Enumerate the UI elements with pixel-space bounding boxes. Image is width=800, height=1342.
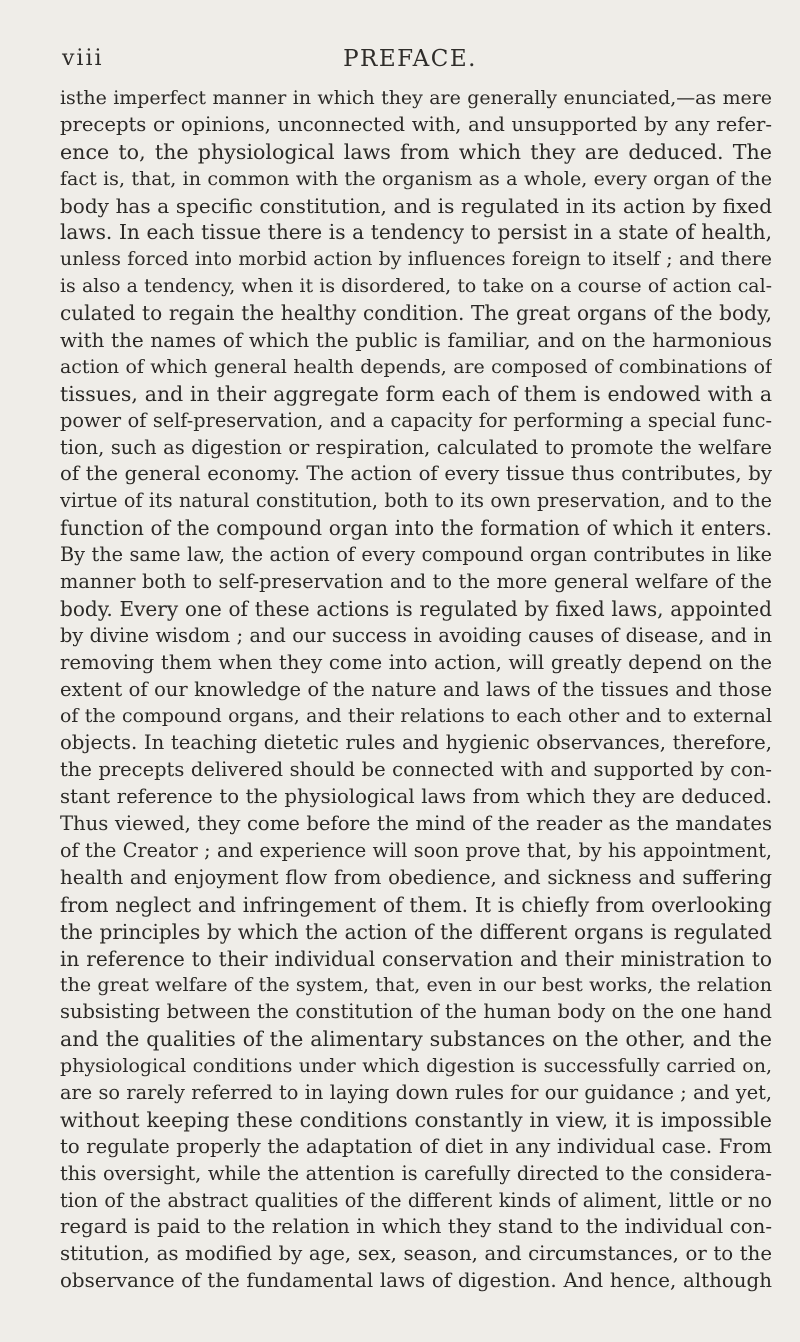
text-line: this oversight, while the attention is carefully directed to the considera-	[60, 1161, 772, 1185]
text-line: with the names of which the public is familiar, and on the harmonious	[60, 328, 772, 353]
text-line: stitution, as modified by age, sex, season, and circumstances, or to the	[60, 1242, 772, 1266]
text-line: tissues, and in their aggregate form each of them is endowed with a	[60, 381, 772, 406]
text-line: function of the compound organ into the formation of which it enters.	[60, 516, 772, 541]
text-line: are so rarely referred to in laying down rules for our guidance ; and yet,	[60, 1080, 772, 1104]
page-header	[60, 40, 760, 76]
text-line: of the compound organs, and their relations to each other and to external	[60, 705, 772, 728]
text-line: power of self-preservation, and a capacity for performing a special func-	[60, 408, 772, 432]
text-line: culated to regain the healthy condition. The great organs of the body,	[60, 301, 772, 326]
text-line: of the Creator ; and experience will soon prove that, by his appointment,	[60, 838, 772, 862]
text-line: stant reference to the physiological laws from which they are deduced.	[60, 785, 772, 809]
text-line: to regulate properly the adaptation of diet in any individual case. From	[60, 1134, 772, 1158]
text-line: Thus viewed, they come before the mind of the reader as the mandates	[60, 812, 772, 836]
text-line: subsisting between the constitution of the human body on the one hand	[60, 1000, 772, 1024]
text-line: fact is, that, in common with the organism as a whole, every organ of the	[60, 167, 772, 190]
text-line: of the general economy. The action of every tissue thus contributes, by	[60, 462, 772, 486]
text-line: and the qualities of the alimentary substances on the other, and the	[60, 1027, 772, 1052]
text-line: health and enjoyment flow from obedience, and sickness and suffering	[60, 865, 772, 889]
text-line: body has a specific constitution, and is regulated in its action by fixed	[60, 193, 772, 218]
text-line: body. Every one of these actions is regulated by fixed laws, appointed	[60, 596, 772, 621]
text-line: unless forced into morbid action by influences foreign to itself ; and there	[60, 248, 772, 271]
text-line: action of which general health depends, are composed of combinations of	[60, 355, 772, 378]
text-line: regard is paid to the relation in which they stand to the individual con-	[60, 1215, 772, 1239]
text-line: objects. In teaching dietetic rules and hygienic observances, therefore,	[60, 731, 772, 755]
text-line: ence to, the physiological laws from which they are deduced. The	[60, 139, 772, 164]
running-head: PREFACE.	[343, 46, 477, 72]
text-line: extent of our knowledge of the nature and laws of the tissues and those	[60, 677, 772, 701]
text-line: the precepts delivered should be connected with and supported by con-	[60, 758, 772, 782]
text-line: the principles by which the action of the different organs is regulated	[60, 919, 772, 944]
text-line: from neglect and infringement of them. It is chiefly from overlooking	[60, 892, 772, 917]
text-line: laws. In each tissue there is a tendency to persist in a state of health,	[60, 220, 772, 245]
text-line: manner both to self-preservation and to the more general welfare of the	[60, 570, 772, 594]
text-line: isthe imperfect manner in which they are generally enunciated,—as mere	[60, 87, 772, 109]
text-line: tion of the abstract qualities of the different kinds of aliment, little or no	[60, 1188, 772, 1212]
text-line: by divine wisdom ; and our success in avoiding causes of disease, and in	[60, 623, 772, 647]
text-line: observance of the fundamental laws of digestion. And hence, although	[60, 1269, 772, 1293]
text-line: virtue of its natural constitution, both to its own preservation, and to the	[60, 489, 772, 513]
text-line: By the same law, the action of every compound organ contributes in like	[60, 543, 772, 567]
text-line: in reference to their individual conservation and their ministration to	[60, 946, 772, 971]
page-number: viii	[62, 46, 104, 71]
text-line: is also a tendency, when it is disordered, to take on a course of action cal-	[60, 275, 772, 298]
text-line: physiological conditions under which digestion is successfully carried on,	[60, 1055, 772, 1078]
text-line: precepts or opinions, unconnected with, and unsupported by any refer-	[60, 112, 772, 136]
text-line: without keeping these conditions constantly in view, it is impossible	[60, 1107, 772, 1132]
text-line: tion, such as digestion or respiration, calculated to promote the welfare	[60, 435, 772, 459]
text-line: removing them when they come into action, will greatly depend on the	[60, 650, 772, 674]
body-text	[60, 85, 772, 1295]
text-line: the great welfare of the system, that, even in our best works, the relation	[60, 974, 772, 997]
